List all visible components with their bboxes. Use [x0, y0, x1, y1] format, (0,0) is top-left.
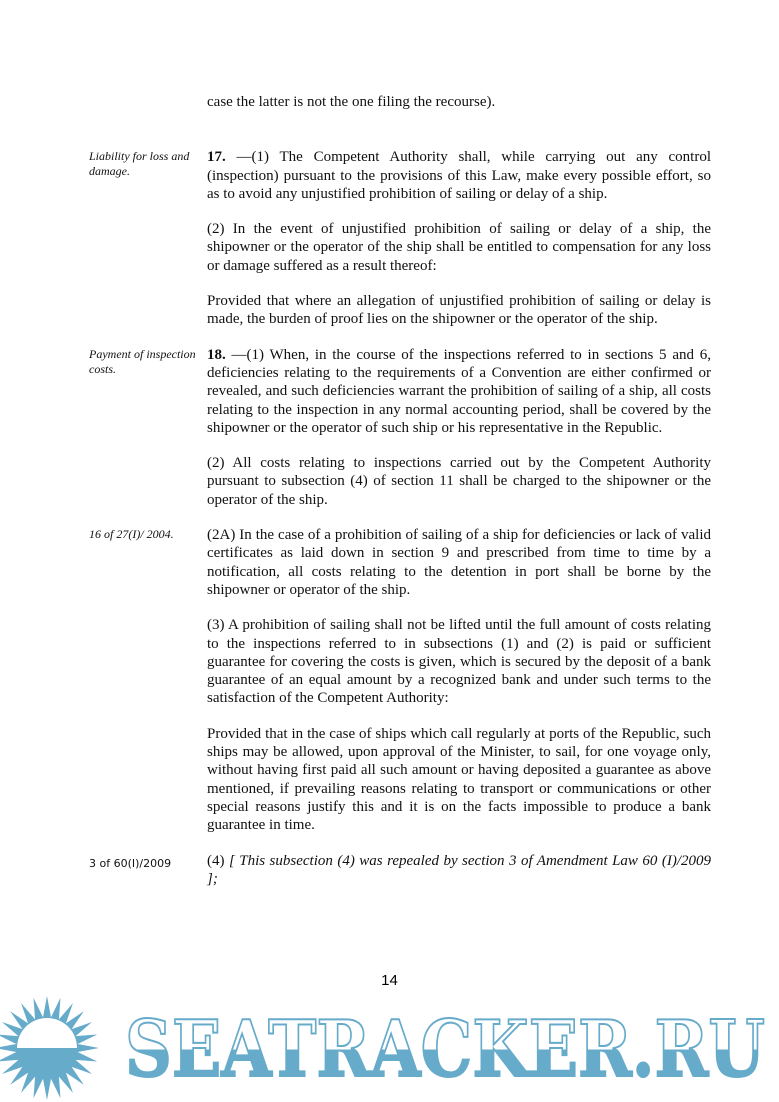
section-17-1-row [0, 148, 779, 203]
side-note-payment: Payment of inspection costs. [89, 346, 196, 376]
section-18-1 [207, 346, 711, 437]
section-18-2: (2) All costs relating to inspections carried out by the Competent Authority pursuant to subsection (4) of section 11 shall be charged to the shipowner or the operator of the ship. [207, 455, 711, 508]
seatracker-watermark-logo [0, 990, 779, 1102]
subsection-number: (4) [207, 852, 229, 869]
continuation-text: case the latter is not the one filing the recourse). [207, 94, 496, 110]
section-number: 18. [207, 346, 226, 363]
side-note-liability: Liability for loss and damage. [89, 149, 190, 179]
side-note-amendment-2004: 16 of 27(I)/ 2004. [89, 527, 174, 542]
section-17-1 [207, 148, 711, 203]
section-17-proviso-row [0, 292, 779, 329]
side-note-amendment-2009: 3 of 60(I)/2009 [89, 856, 172, 870]
section-17-proviso: Provided that where an allegation of unjustified prohibition of sailing or delay is made, the burden of proof lies on the shipowner or the operator of the ship. [207, 293, 711, 328]
watermark-text: SEATRACKER.RU [125, 1004, 765, 1095]
section-18-3-proviso-row [0, 725, 779, 835]
section-18-3-proviso: Provided that in the case of ships which call regularly at ports of the Republic, such ships may be allowed, upon approval of the Minister, to sail, for one voyage only, without having first paid all such amount or having deposited a guarantee as above mentioned, if prevailing reasons relating to transport or communications or other special reasons justify this and it is on the facts impossible to produce a bank guarantee in time. [207, 725, 711, 834]
section-17-2-row [0, 220, 779, 275]
page-number: 14 [381, 972, 398, 989]
sunburst-icon [0, 996, 99, 1100]
section-text: —(1) When, in the course of the inspections referred to in sections 5 and 6, deficiencies relating to the requirements of a Convention are either confirmed or revealed, and such deficiencies warrant the prohibition of sailing of a ship, all costs relating to the inspection in any normal accounting period, shall be covered by the shipowner or the operator of such ship or his representative in the Republic. [207, 346, 711, 436]
section-18-1-row [0, 346, 779, 437]
continuation-row [0, 93, 779, 111]
repealed-note: [ This subsection (4) was repealed by section 3 of Amendment Law 60 (I)/2009 ]; [207, 852, 711, 887]
section-18-3: (3) A prohibition of sailing shall not be lifted until the full amount of costs relating to the inspections referred to in subsections (1) and (2) is paid or sufficient guarantee for covering the costs is given, which is secured by the deposit of a bank guarantee of an equal amount by a recognized bank and under such terms to the satisfaction of the Competent Authority: [207, 617, 711, 707]
section-18-3-row [0, 616, 779, 707]
section-number: 17. [207, 149, 226, 166]
section-18-2a: (2A) In the case of a prohibition of sailing of a ship for deficiencies or lack of valid certificates as laid down in section 9 and prescribed from time to time by a notification, all costs relating to the detention in port shall be borne by the shipowner or operator of the ship. [207, 527, 711, 598]
section-18-4 [207, 852, 711, 889]
section-18-4-row [0, 852, 779, 889]
section-17-2: (2) In the event of unjustified prohibition of sailing or delay of a ship, the shipowner or the operator of the ship shall be entitled to compensation for any loss or damage suffered as a result thereof: [207, 221, 711, 274]
document-body [0, 93, 779, 888]
section-18-2a-row [0, 526, 779, 599]
section-18-2-row [0, 454, 779, 509]
section-text: —(1) The Competent Authority shall, while carrying out any control (inspection) pursuant to the provisions of this Law, make every possible effort, so as to avoid any unjustified prohibition of sailing or delay of a ship. [207, 149, 711, 202]
